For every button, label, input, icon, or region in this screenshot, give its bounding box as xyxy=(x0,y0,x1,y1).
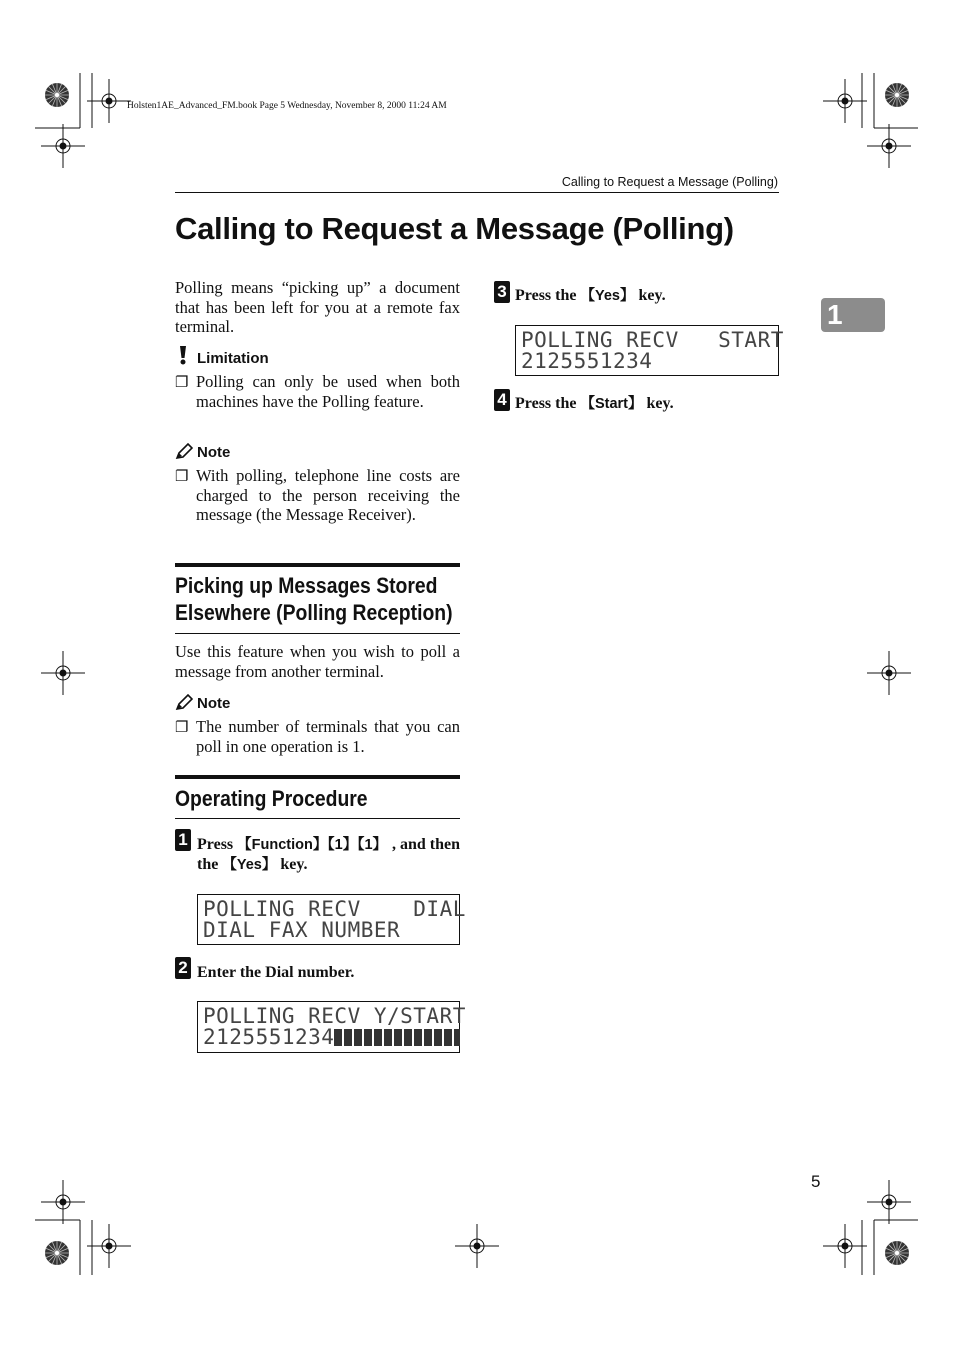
step-instruction: Press 【Function】【1】【1】 , and then the 【Yes】 key. xyxy=(197,836,460,873)
lcd-line: 2125551234 xyxy=(521,349,653,373)
lcd-fill-blocks xyxy=(334,1029,460,1046)
chapter-number: 1 xyxy=(827,299,843,330)
chapter-tab xyxy=(821,298,885,332)
registration-mark-icon xyxy=(823,79,867,123)
color-wheel-icon xyxy=(885,83,909,107)
page-number: 5 xyxy=(811,1172,821,1191)
yes-key: 【Yes】 xyxy=(580,288,635,304)
lcd-line: POLLING RECV START xyxy=(521,328,784,352)
limitation-label: Limitation xyxy=(197,350,269,367)
step-instruction: Press the 【Yes】 key. xyxy=(515,287,666,304)
color-wheel-icon xyxy=(45,1241,69,1265)
note-label: Note xyxy=(197,695,231,712)
lcd-line: 2125551234 xyxy=(203,1025,335,1049)
crop-lines xyxy=(35,73,918,1275)
start-key: 【Start】 xyxy=(580,396,643,412)
step-instruction: Press the 【Start】 key. xyxy=(515,395,674,412)
lcd-display xyxy=(197,894,466,945)
one-key: 【1】 xyxy=(327,837,358,853)
page-title: Calling to Request a Message (Polling) xyxy=(175,211,734,246)
step-number: 1 xyxy=(175,829,191,851)
note-item: The number of terminals that you can poll in one operation is 1. xyxy=(196,717,460,756)
lcd-line: POLLING RECV DIAL xyxy=(203,897,466,921)
registration-mark-icon xyxy=(87,79,131,123)
registration-mark-icon xyxy=(41,1180,85,1224)
lcd-display xyxy=(515,325,784,376)
color-wheel-icon xyxy=(885,1241,909,1265)
step-number: 4 xyxy=(494,389,510,411)
limitation-icon xyxy=(177,346,189,365)
section-rule-top xyxy=(175,775,460,779)
note-item: With polling, telephone line costs are charged to the person receiving the message (the Message Receiver). xyxy=(196,466,460,525)
step-number: 3 xyxy=(494,281,510,303)
running-head: Calling to Request a Message (Polling) xyxy=(561,175,778,189)
color-wheel-icon xyxy=(45,83,69,107)
section-title: Operating Procedure xyxy=(175,786,368,811)
note-pencil-icon xyxy=(175,443,193,460)
registration-mark-icon xyxy=(867,1180,911,1224)
header-rule xyxy=(175,192,779,193)
registration-mark-icon xyxy=(867,124,911,168)
limitation-item: Polling can only be used when both machines have the Polling feature. xyxy=(196,372,460,411)
section-rule-bottom xyxy=(175,818,460,819)
file-info: Holsten1AE_Advanced_FM.book Page 5 Wednesday, November 8, 2000 11:24 AM xyxy=(127,101,447,111)
step-instruction: Enter the Dial number. xyxy=(197,964,355,981)
registration-mark-icon xyxy=(41,124,85,168)
registration-mark-icon xyxy=(867,651,911,695)
lcd-line: DIAL FAX NUMBER xyxy=(203,918,401,942)
lcd-display xyxy=(197,1001,466,1053)
section-title-line: Elsewhere (Polling Reception) xyxy=(175,600,453,625)
section-title xyxy=(175,572,453,626)
section-rule-top xyxy=(175,563,460,567)
note-label: Note xyxy=(197,444,231,461)
section-body: Use this feature when you wish to poll a message from another terminal. xyxy=(175,642,460,681)
checkbox-bullet-icon: ❐ xyxy=(175,720,189,736)
registration-mark-icon xyxy=(41,651,85,695)
checkbox-bullet-icon: ❐ xyxy=(175,375,189,391)
function-key: 【Function】 xyxy=(237,837,328,853)
yes-key: 【Yes】 xyxy=(222,857,277,873)
registration-mark-icon xyxy=(823,1224,867,1268)
note-pencil-icon xyxy=(175,694,193,711)
checkbox-bullet-icon: ❐ xyxy=(175,469,189,485)
section-rule-bottom xyxy=(175,633,460,634)
registration-mark-icon xyxy=(455,1224,499,1268)
registration-mark-icon xyxy=(87,1224,131,1268)
intro-paragraph: Polling means “picking up” a document that has been left for you at a remote fax terminal. xyxy=(175,278,460,337)
one-key: 【1】 xyxy=(357,837,388,853)
step-number: 2 xyxy=(175,957,191,979)
lcd-line: POLLING RECV Y/START xyxy=(203,1004,466,1028)
section-title-line: Picking up Messages Stored xyxy=(175,573,438,598)
